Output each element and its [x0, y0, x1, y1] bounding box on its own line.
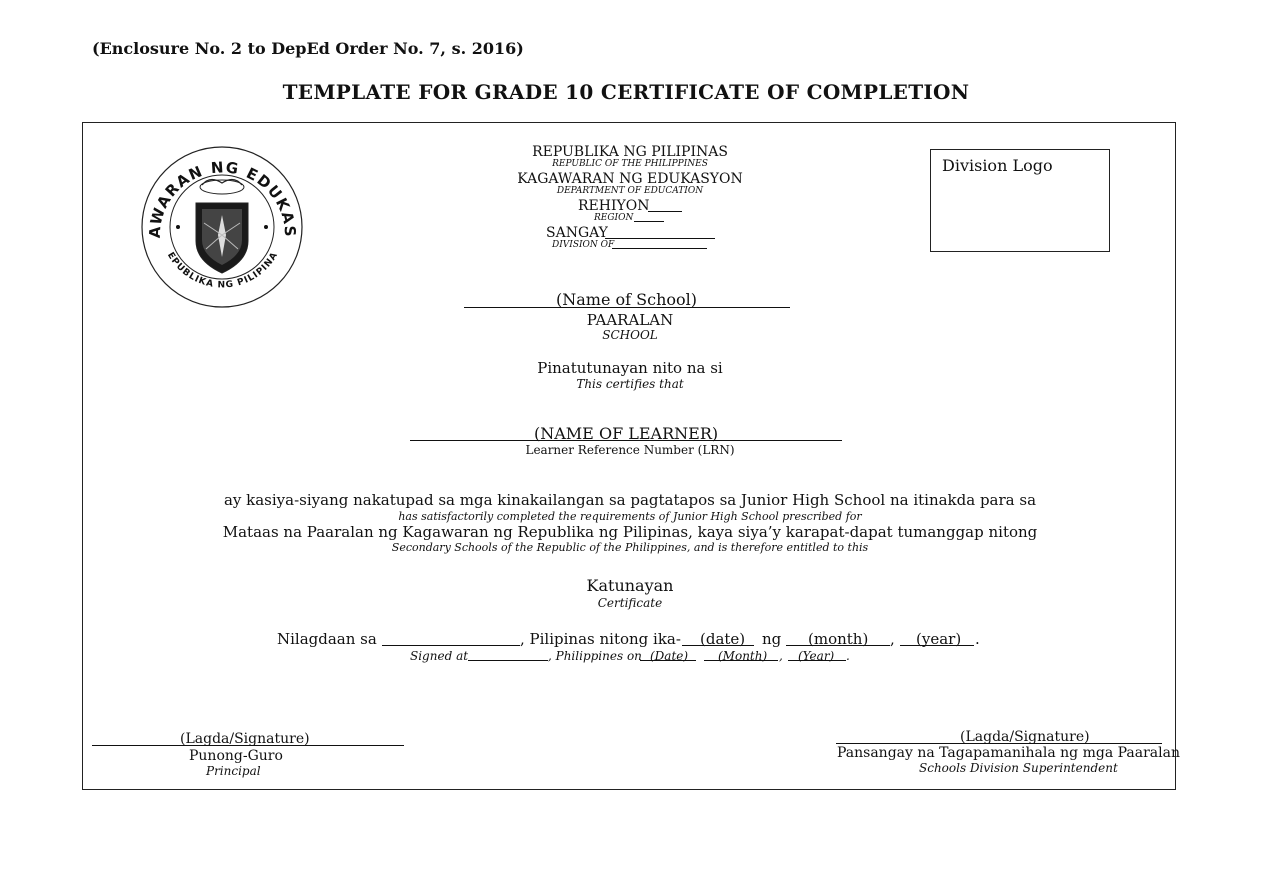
header-department-en: DEPARTMENT OF EDUCATION [556, 186, 704, 196]
header-republic: REPUBLIKA NG PILIPINAS [532, 144, 728, 160]
header-department: KAGAWARAN NG EDUKASYON [517, 171, 743, 187]
signed-en-month: (Month) [718, 649, 768, 663]
body-line2: Mataas na Paaralan ng Kagawaran ng Republika ng Pilipinas, kaya siya’y karapat-dapat tumanggap nitong [222, 523, 1038, 541]
signed-en-middle: , Philippines on [548, 649, 642, 663]
signed-en-place-blank [468, 660, 548, 661]
signed-ng: ng [762, 630, 782, 648]
principal-signature: (Lagda/Signature) [180, 731, 310, 747]
school-label-en: SCHOOL [602, 328, 658, 342]
superintendent-title-en: Schools Division Superintendent [919, 761, 1118, 775]
signed-prefix: Nilagdaan sa [277, 630, 377, 648]
signed-en-date: (Date) [650, 649, 689, 663]
svg-text:REPUBLIKA NG PILIPINAS: EPUBLIKA NG PILIPINA [164, 250, 281, 291]
header-division: SANGAY [546, 225, 608, 241]
school-name: (Name of School) [556, 290, 697, 309]
superintendent-title: Pansangay na Tagapamanihala ng mga Paaralan [837, 745, 1180, 761]
signed-year: (year) [916, 630, 962, 648]
certifies-text: Pinatutunayan nito na si [537, 359, 723, 377]
certificate-label: Katunayan [586, 576, 674, 595]
certifies-text-en: This certifies that [576, 377, 684, 391]
division-en-blank [612, 248, 707, 249]
signed-date: (date) [700, 630, 746, 648]
enclosure-note: (Enclosure No. 2 to DepEd Order No. 7, s. 2016) [92, 39, 524, 58]
signed-en-period: . [846, 649, 850, 663]
header-region: REHIYON [578, 198, 650, 214]
signed-place-blank [382, 645, 520, 646]
page-title: TEMPLATE FOR GRADE 10 CERTIFICATE OF COMPLETION [282, 80, 970, 104]
signed-comma: , [890, 630, 895, 648]
signed-middle: , Pilipinas nitong ika- [520, 630, 681, 648]
header-republic-en: REPUBLIC OF THE PHILIPPINES [552, 159, 708, 169]
header-division-en: DIVISION OF [552, 240, 615, 250]
division-logo-label: Division Logo [942, 156, 1053, 175]
signed-en-year: (Year) [798, 649, 835, 663]
school-label: PAARALAN [586, 311, 674, 329]
body-line1-en: has satisfactorily completed the requirements of Junior High School prescribed for [398, 510, 862, 523]
division-blank [605, 238, 715, 239]
signed-en-comma: , [779, 649, 783, 663]
certificate-label-en: Certificate [597, 596, 663, 610]
region-en-blank [634, 221, 664, 222]
deped-seal [140, 145, 305, 310]
seal-icon [140, 145, 305, 310]
division-logo-box [930, 149, 1110, 252]
learner-lrn: Learner Reference Number (LRN) [525, 443, 735, 457]
signed-period: . [975, 630, 980, 648]
superintendent-signature: (Lagda/Signature) [960, 729, 1090, 745]
signed-month: (month) [808, 630, 869, 648]
principal-title-en: Principal [206, 764, 261, 778]
region-blank [648, 211, 682, 212]
signed-en-prefix: Signed at [410, 649, 469, 663]
learner-name: (NAME OF LEARNER) [534, 424, 719, 443]
svg-text:KAGAWARAN NG EDUKASYON: AWARAN NG EDUKAS [145, 158, 300, 239]
header-region-en: REGION [594, 213, 634, 223]
body-line2-en: Secondary Schools of the Republic of the Philippines, and is therefore entitled to this [391, 541, 869, 554]
body-line1: ay kasiya-siyang nakatupad sa mga kinakailangan sa pagtatapos sa Junior High School na itinakda para sa [223, 491, 1037, 509]
principal-title: Punong-Guro [189, 748, 283, 764]
